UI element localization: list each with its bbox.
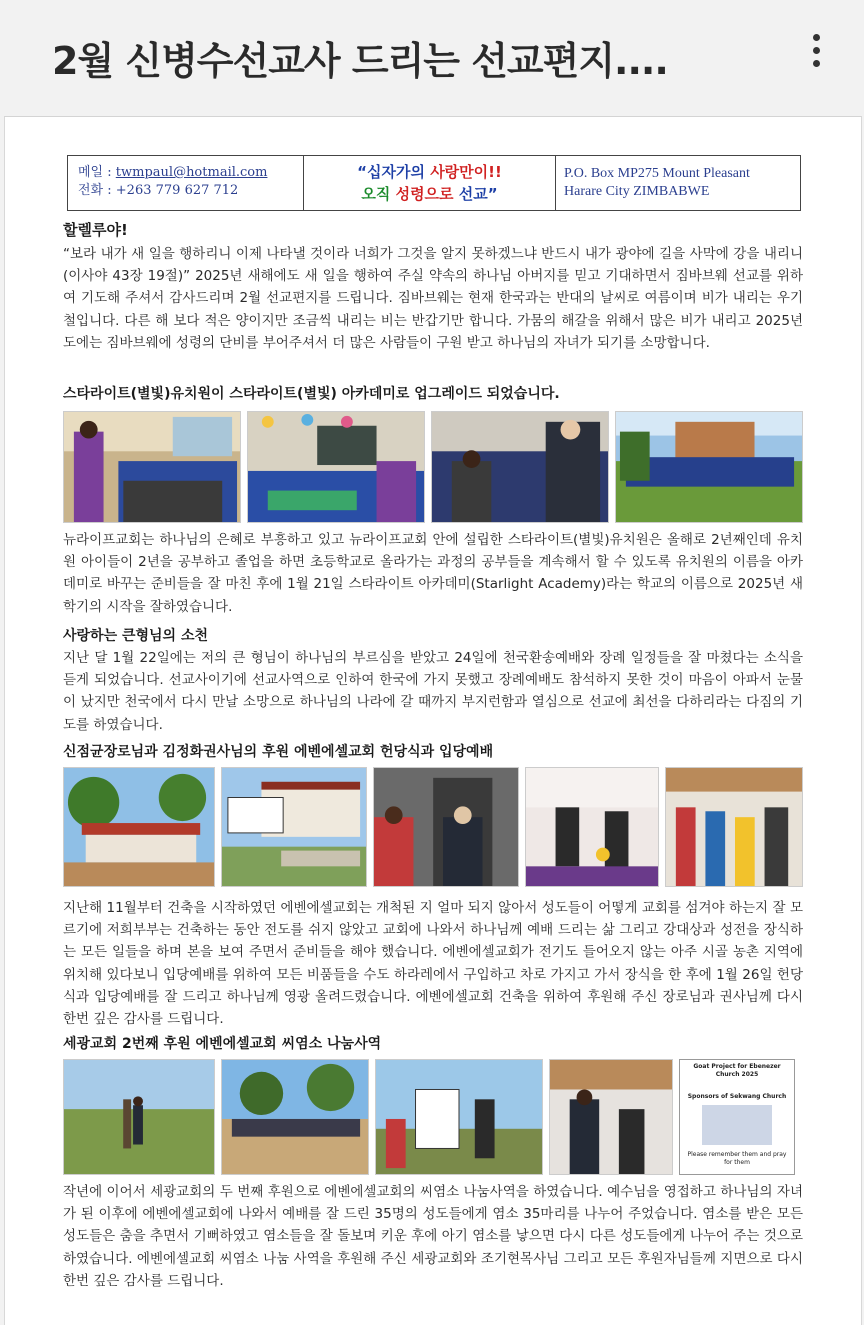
slogan — [304, 156, 556, 210]
photo-row-ebenezer — [63, 767, 803, 887]
photo-row-starlight — [63, 411, 803, 523]
ebenezer-paragraph: 지난해 11월부터 건축을 시작하였던 에벤에셀교회는 개척된 지 얼마 되지 않아서 성도들이 어떻게 교회를 섬겨야 하는지 잘 모르기에 저희부부는 건축하는 동안 전도를 쉬지 않았고 교회에 나와서 하나님께 예배 드리는 삶 그리고 강대상과 성전을 장식하는 모든 일들을 하며 본을 보여 주면서 준비들을 해야 했습니다. 에벤에셀교회가 전기도 들어오지 않는 아주 시골 농촌 지역에 위치해 있다보니 입당예배를 위하여 모든 비품들을 수도 하라레에서 구입하고 차로 가지고 가서 장식을 한 후에 1월 26일 헌당식과 입당예배를 잘 드리고 하나님께 영광 올려드렸습니다. 에벤에셀교회 건축을 위하여 후원해 주신 장로님과 권사님께 다시 한번 깊은 감사를 드립니다. — [63, 900, 803, 1028]
email-label: 메일 : — [78, 165, 112, 180]
photo-kindergarten-2 — [247, 411, 425, 523]
goat-project-poster — [679, 1059, 795, 1175]
address-line: P.O. Box MP275 Mount Pleasant — [564, 166, 750, 181]
greeting-heading: 할렐루야! — [63, 221, 128, 239]
photo-field — [63, 1059, 215, 1175]
poster-footer: Please remember them and pray for them — [687, 1151, 787, 1166]
email-link[interactable]: twmpaul@hotmail.com — [115, 165, 268, 180]
section-heading-goats: 세광교회 2번째 후원 에벤에셀교회 씨염소 나눔사역 — [63, 1036, 382, 1052]
photo-kindergarten-3 — [431, 411, 609, 523]
photo-kindergarten-group — [615, 411, 803, 523]
slogan-part: “십자가의 — [357, 163, 431, 181]
slogan-part: 성령으로 — [395, 185, 459, 203]
photo-ribbon-cutting — [373, 767, 519, 887]
letter-header — [67, 155, 801, 211]
more-vert-icon[interactable] — [806, 34, 826, 74]
intro-paragraph: “보라 내가 새 일을 행하리니 이제 나타낼 것이라 너희가 그것을 알지 못하겠느냐 반드시 내가 광야에 길을 사막에 강을 내리니(이사야 43장 19절)” 2025년 새해에도 새 일을 행하여 주실 약속의 하나님 아버지를 믿고 기대하면서 짐바브웨 선교를 위하여 기도해 주셔서 감사드리며 2월 선교편지를 드립니다. 짐바브웨는 현재 한국과는 반대의 날씨로 여름이며 비가 내리는 우기철입니다. 다른 해 보다 적은 양이지만 조금씩 내리는 비는 반갑기만 합니다. 가뭄의 해갈을 위해서 많은 비가 내리고 2025년도에는 짐바브웨에 성령의 단비를 부어주셔서 더 많은 사람들이 구원 받고 하나님의 자녀가 되기를 소망합니다. — [63, 246, 803, 351]
photo-goat-poster — [375, 1059, 543, 1175]
section-heading-ebenezer: 신점균장로님과 김정화권사님의 후원 에벤에셀교회 헌당식과 입당예배 — [63, 744, 494, 760]
mailing-address — [556, 156, 800, 210]
photo-goats-indoor — [549, 1059, 673, 1175]
phone-number: +263 779 627 712 — [115, 183, 239, 198]
photo-row-goats — [63, 1059, 803, 1175]
slogan-part: 오직 — [361, 185, 396, 203]
photo-kindergarten-1 — [63, 411, 241, 523]
app-bar — [0, 0, 864, 116]
poster-subtitle: Sponsors of Sekwang Church — [687, 1093, 787, 1100]
photo-crowd-outdoors — [221, 1059, 369, 1175]
letter-page — [4, 116, 862, 1325]
brother-paragraph: 지난 달 1월 22일에는 저의 큰 형님이 하나님의 부르심을 받았고 24일에 천국환송예배와 장례 일정들을 잘 마쳤다는 소식을 듣게 되었습니다. 선교사이기에 선교사역으로 인하여 한국에 가지 못했고 장례예배도 참석하지 못한 것이 마음이 아파서 눈물이 났지만 천국에서 다시 만날 소망으로 하나님의 나라에 갈 때까지 부지런함과 열심으로 선교에 최선을 다하리라는 다짐의 기도를 하였습니다. — [63, 650, 803, 733]
photo-church-sign — [221, 767, 367, 887]
slogan-part: 사랑만이!! — [430, 163, 502, 181]
section-heading-brother: 사랑하는 큰형님의 소천 — [63, 628, 208, 644]
starlight-paragraph: 뉴라이프교회는 하나님의 은혜로 부흥하고 있고 뉴라이프교회 안에 설립한 스타라이트(별빛)유치원은 올해로 2년째인데 유치원 아이들이 2년을 공부하고 졸업을 하면 초등학교로 올라가는 과정의 공부들을 계속해서 할 수 있도록 유치원의 이름을 아카데미로 바꾸는 준비들을 잘 마친 후에 1월 21일 스타라이트 아카데미(Starlight Academy)라는 학교의 이름으로 2025년 새 학기의 시작을 잘하였습니다. — [63, 532, 803, 615]
photo-worship-service — [525, 767, 659, 887]
poster-photo — [702, 1105, 772, 1145]
slogan-part: 선교” — [458, 185, 498, 203]
section-heading-starlight: 스타라이트(별빛)유치원이 스타라이트(별빛) 아카데미로 업그레이드 되었습니다. — [63, 386, 560, 402]
goats-paragraph: 작년에 이어서 세광교회의 두 번째 후원으로 에벤에셀교회의 씨염소 나눔사역을 하였습니다. 예수님을 영접하고 하나님의 자녀가 된 이후에 에벤에셀교회에 나와서 예배를 잘 드린 35명의 성도들에게 염소 35마리를 나누어 주었습니다. 염소를 받은 모든 성도들은 춤을 추면서 기뻐하였고 염소들을 잘 돌보며 키운 후에 아기 염소를 낳으면 다시 다른 성도들에게 나누어 주는 것으로 하였습니다. 에벤에셀교회 씨염소 나눔 사역을 후원해 주신 세광교회와 조기현목사님 그리고 모든 후원자님들께 지면으로 다시 한번 깊은 감사를 드립니다. — [63, 1184, 803, 1289]
photo-congregation — [665, 767, 803, 887]
address-line: Harare City ZIMBABWE — [564, 184, 710, 199]
contact-info — [68, 156, 304, 210]
phone-label: 전화 : — [78, 183, 112, 198]
photo-church-building — [63, 767, 215, 887]
poster-title: Goat Project for Ebenezer Church 2025 — [693, 1063, 781, 1078]
document-title: 2월 신병수선교사 드리는 선교편지.... — [52, 39, 668, 83]
